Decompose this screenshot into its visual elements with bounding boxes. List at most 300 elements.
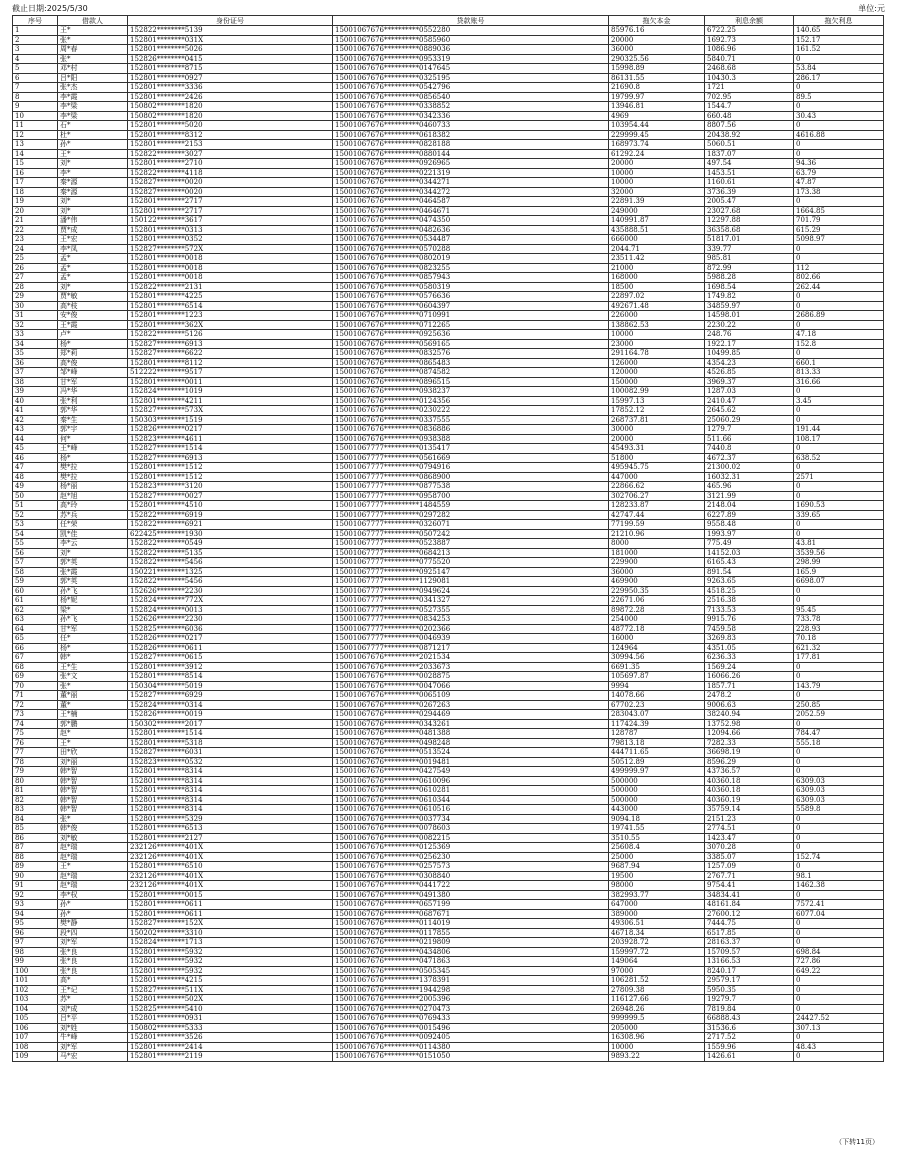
table-cell: 孙*: [58, 909, 128, 919]
table-cell: 985.81: [705, 254, 794, 264]
table-cell: 15001067676**********0542796: [333, 83, 609, 93]
table-cell: 32: [13, 320, 58, 330]
table-cell: 94.36: [794, 159, 884, 169]
table-cell: 6077.04: [794, 909, 884, 919]
table-row: [13, 814, 884, 824]
table-cell: 25000: [609, 852, 705, 862]
table-cell: 13166.53: [705, 957, 794, 967]
table-cell: 0: [794, 586, 884, 596]
table-cell: 152827********511X: [128, 985, 333, 995]
table-cell: 2410.47: [705, 396, 794, 406]
table-row: [13, 995, 884, 1005]
table-cell: 150802********1820: [128, 102, 333, 112]
table-cell: 牛*峰: [58, 1033, 128, 1043]
table-row: [13, 320, 884, 330]
table-cell: 14: [13, 149, 58, 159]
table-cell: 王*: [58, 738, 128, 748]
table-cell: 55: [13, 539, 58, 549]
table-cell: 152827********6031: [128, 748, 333, 758]
table-cell: 262.44: [794, 282, 884, 292]
table-cell: 152827********573X: [128, 406, 333, 416]
table-cell: 石*: [58, 121, 128, 131]
table-cell: 47.87: [794, 178, 884, 188]
table-cell: 65: [13, 634, 58, 644]
table-cell: 0: [794, 520, 884, 530]
table-cell: 91: [13, 881, 58, 891]
table-cell: 40: [13, 396, 58, 406]
table-cell: 5589.8: [794, 805, 884, 815]
table-row: [13, 54, 884, 64]
table-cell: 75: [13, 729, 58, 739]
table-cell: 12094.66: [705, 729, 794, 739]
table-cell: 0: [794, 197, 884, 207]
table-cell: 0: [794, 301, 884, 311]
table-cell: 15001067676**********0505345: [333, 966, 609, 976]
table-cell: 229999.45: [609, 130, 705, 140]
table-cell: 152801********1514: [128, 729, 333, 739]
table-cell: 177.81: [794, 653, 884, 663]
table-cell: 14152.03: [705, 548, 794, 558]
table-cell: 24427.52: [794, 1014, 884, 1024]
table-row: [13, 92, 884, 102]
table-cell: 15001067676**********0078603: [333, 824, 609, 834]
table-cell: 37: [13, 368, 58, 378]
table-cell: 1698.54: [705, 282, 794, 292]
table-cell: 152801********1512: [128, 472, 333, 482]
table-cell: 21300.02: [705, 463, 794, 473]
table-cell: 152801********2717: [128, 206, 333, 216]
table-row: [13, 881, 884, 891]
table-cell: 15001067676**********0114380: [333, 1042, 609, 1052]
table-cell: 47: [13, 463, 58, 473]
table-cell: 152824********0013: [128, 605, 333, 615]
table-cell: 727.86: [794, 957, 884, 967]
table-cell: 30000: [609, 425, 705, 435]
table-cell: 赵*瑞: [58, 881, 128, 891]
table-cell: 15001067777**********0341327: [333, 596, 609, 606]
table-cell: 1279.7: [705, 425, 794, 435]
cutoff-date: 截止日期:2025/5/30: [12, 4, 88, 13]
table-cell: 王*记: [58, 985, 128, 995]
table-cell: 1721: [705, 83, 794, 93]
table-cell: 3.45: [794, 396, 884, 406]
table-cell: 250.85: [794, 700, 884, 710]
table-cell: 14598.01: [705, 311, 794, 321]
table-cell: 高*玲: [58, 501, 128, 511]
table-cell: 李*: [58, 168, 128, 178]
table-cell: 15001067676**********2021534: [333, 653, 609, 663]
table-row: [13, 529, 884, 539]
table-row: [13, 225, 884, 235]
table-cell: 王*: [58, 149, 128, 159]
table-cell: 赵*: [58, 729, 128, 739]
table-cell: 307.13: [794, 1023, 884, 1033]
table-cell: 152801********2717: [128, 197, 333, 207]
table-cell: 30.43: [794, 111, 884, 121]
table-cell: 2767.71: [705, 871, 794, 881]
table-row: [13, 805, 884, 815]
table-cell: 15001067676**********0092405: [333, 1033, 609, 1043]
table-row: [13, 748, 884, 758]
table-cell: 刘*: [58, 282, 128, 292]
table-cell: 9994: [609, 681, 705, 691]
table-cell: 18: [13, 187, 58, 197]
table-cell: 10430.3: [705, 73, 794, 83]
table-cell: 81: [13, 786, 58, 796]
table-cell: 56: [13, 548, 58, 558]
table-cell: 19741.55: [609, 824, 705, 834]
table-row: [13, 1033, 884, 1043]
table-cell: 228.93: [794, 624, 884, 634]
table-cell: 0: [794, 1052, 884, 1062]
table-cell: 382993.77: [609, 890, 705, 900]
table-row: [13, 672, 884, 682]
table-cell: 7572.41: [794, 900, 884, 910]
table-row: [13, 349, 884, 359]
table-cell: 15001067676**********0267263: [333, 700, 609, 710]
table-cell: 105: [13, 1014, 58, 1024]
table-cell: 1257.09: [705, 862, 794, 872]
table-cell: 0: [794, 890, 884, 900]
table-cell: 152801********5026: [128, 45, 333, 55]
table-cell: 152801********3336: [128, 83, 333, 93]
table-cell: 181000: [609, 548, 705, 558]
table-cell: 15001067676**********2033673: [333, 662, 609, 672]
table-cell: 268737.81: [609, 415, 705, 425]
table-cell: 94: [13, 909, 58, 919]
table-cell: 王*: [58, 26, 128, 36]
table-cell: 15001067676**********0114019: [333, 919, 609, 929]
table-cell: 苏*: [58, 995, 128, 1005]
table-cell: 李*云: [58, 539, 128, 549]
table-cell: 甘*军: [58, 377, 128, 387]
table-cell: 1086.96: [705, 45, 794, 55]
table-row: [13, 102, 884, 112]
table-row: [13, 273, 884, 283]
table-cell: 23511.42: [609, 254, 705, 264]
table-cell: 15001067676**********0604397: [333, 301, 609, 311]
table-cell: 389000: [609, 909, 705, 919]
table-cell: 19500: [609, 871, 705, 881]
table-cell: 0: [794, 387, 884, 397]
table-cell: 43: [13, 425, 58, 435]
table-cell: 15001067777**********0523887: [333, 539, 609, 549]
table-cell: 248.76: [705, 330, 794, 340]
table-cell: 15001067676**********0256230: [333, 852, 609, 862]
table-row: [13, 434, 884, 444]
table-row: [13, 909, 884, 919]
table-cell: 492671.48: [609, 301, 705, 311]
table-cell: 刘*: [58, 159, 128, 169]
table-cell: 1837.07: [705, 149, 794, 159]
continued-note: （下转11页）: [835, 1138, 879, 1146]
table-row: [13, 710, 884, 720]
table-cell: 15001067676**********0534487: [333, 235, 609, 245]
table-cell: 152801********2426: [128, 92, 333, 102]
column-header: 身份证号: [128, 16, 333, 26]
table-cell: 152822********6919: [128, 510, 333, 520]
table-cell: 0: [794, 444, 884, 454]
table-cell: 82: [13, 795, 58, 805]
table-cell: 5988.28: [705, 273, 794, 283]
table-cell: 张*: [58, 54, 128, 64]
table-cell: 杨*: [58, 453, 128, 463]
table-cell: 58: [13, 567, 58, 577]
table-cell: 150000: [609, 377, 705, 387]
table-cell: 15001067676**********0769433: [333, 1014, 609, 1024]
table-cell: 8807.56: [705, 121, 794, 131]
table-cell: 1664.85: [794, 206, 884, 216]
table-cell: 40360.18: [705, 776, 794, 786]
table-cell: 152822********5135: [128, 548, 333, 558]
table-cell: 6722.25: [705, 26, 794, 36]
table-row: [13, 197, 884, 207]
table-cell: 152826********0217: [128, 634, 333, 644]
table-cell: 4526.85: [705, 368, 794, 378]
table-cell: 15001067676**********0832576: [333, 349, 609, 359]
table-cell: 152801********6513: [128, 824, 333, 834]
table-row: [13, 1052, 884, 1062]
table-cell: 马*宏: [58, 1052, 128, 1062]
table-cell: 10: [13, 111, 58, 121]
table-cell: 刘*军: [58, 1042, 128, 1052]
table-cell: 555.18: [794, 738, 884, 748]
table-cell: 梁*: [58, 605, 128, 615]
table-cell: 1: [13, 26, 58, 36]
table-cell: 周*春: [58, 45, 128, 55]
table-row: [13, 282, 884, 292]
table-row: [13, 45, 884, 55]
table-cell: 15001067676**********0441722: [333, 881, 609, 891]
table-cell: 152801********4510: [128, 501, 333, 511]
table-cell: 张*良: [58, 947, 128, 957]
table-cell: 0: [794, 83, 884, 93]
table-cell: 12: [13, 130, 58, 140]
table-cell: 9558.48: [705, 520, 794, 530]
table-cell: 15001067676**********0481388: [333, 729, 609, 739]
table-cell: 8000: [609, 539, 705, 549]
table-cell: 孙*: [58, 140, 128, 150]
table-cell: 69: [13, 672, 58, 682]
table-cell: 2230.22: [705, 320, 794, 330]
table-cell: 李*权: [58, 890, 128, 900]
table-cell: 100082.99: [609, 387, 705, 397]
table-cell: 152826********0217: [128, 425, 333, 435]
table-cell: 40360.18: [705, 786, 794, 796]
table-cell: 152827********6913: [128, 339, 333, 349]
table-cell: 韩*智: [58, 786, 128, 796]
table-cell: 15001067676**********0219809: [333, 938, 609, 948]
table-cell: 4518.25: [705, 586, 794, 596]
table-cell: 152827********152X: [128, 919, 333, 929]
table-cell: 30: [13, 301, 58, 311]
table-row: [13, 244, 884, 254]
table-cell: 李*霞: [58, 92, 128, 102]
table-cell: 36698.19: [705, 748, 794, 758]
table-cell: 232126********401X: [128, 843, 333, 853]
table-cell: 15001067676**********1944298: [333, 985, 609, 995]
table-cell: 15001067676**********0570288: [333, 244, 609, 254]
table-cell: 3: [13, 45, 58, 55]
table-cell: 0: [794, 349, 884, 359]
table-cell: 孙*飞: [58, 615, 128, 625]
table-cell: 15001067676**********0857943: [333, 273, 609, 283]
table-cell: 92: [13, 890, 58, 900]
table-cell: 62: [13, 605, 58, 615]
table-cell: 15001067676**********0464671: [333, 206, 609, 216]
table-cell: 150304********5019: [128, 681, 333, 691]
table-cell: 郭*英: [58, 577, 128, 587]
table-cell: 89: [13, 862, 58, 872]
table-row: [13, 187, 884, 197]
table-cell: 1544.7: [705, 102, 794, 112]
table-cell: 王*楠: [58, 710, 128, 720]
table-cell: 7459.58: [705, 624, 794, 634]
table-row: [13, 548, 884, 558]
table-cell: 15001067777**********0507242: [333, 529, 609, 539]
table-cell: 95: [13, 919, 58, 929]
table-cell: 韩*智: [58, 776, 128, 786]
table-cell: 26948.26: [609, 1004, 705, 1014]
table-cell: 29579.17: [705, 976, 794, 986]
table-cell: 10000: [609, 330, 705, 340]
table-cell: 15001067676**********0687671: [333, 909, 609, 919]
table-cell: 赵*瑞: [58, 843, 128, 853]
table-row: [13, 643, 884, 653]
table-cell: 150202********3310: [128, 928, 333, 938]
table-cell: 152827********572X: [128, 244, 333, 254]
table-cell: 15001067676**********0856540: [333, 92, 609, 102]
table-cell: 李*梁: [58, 102, 128, 112]
table-cell: 22671.06: [609, 596, 705, 606]
table-cell: 108.17: [794, 434, 884, 444]
table-cell: 66888.43: [705, 1014, 794, 1024]
table-cell: 152823********3120: [128, 482, 333, 492]
table-cell: 79813.18: [609, 738, 705, 748]
table-cell: 108: [13, 1042, 58, 1052]
table-cell: 郭*英: [58, 558, 128, 568]
table-cell: 9915.76: [705, 615, 794, 625]
table-cell: 郭*鹏: [58, 719, 128, 729]
table-cell: 15001067777**********0949624: [333, 586, 609, 596]
table-cell: 15001067676**********0471863: [333, 957, 609, 967]
table-cell: 68: [13, 662, 58, 672]
table-cell: 高*俊: [58, 358, 128, 368]
table-cell: 290325.56: [609, 54, 705, 64]
table-cell: 165.9: [794, 567, 884, 577]
table-cell: 103954.44: [609, 121, 705, 131]
table-cell: 32000: [609, 187, 705, 197]
table-cell: 15001067676**********0482636: [333, 225, 609, 235]
table-row: [13, 767, 884, 777]
table-cell: 11: [13, 121, 58, 131]
table-row: [13, 482, 884, 492]
table-row: [13, 558, 884, 568]
table-cell: 152822********4118: [128, 168, 333, 178]
column-header: 序号: [13, 16, 58, 26]
table-cell: 435888.51: [609, 225, 705, 235]
table-cell: 150302********2017: [128, 719, 333, 729]
table-cell: 4969: [609, 111, 705, 121]
table-cell: 102: [13, 985, 58, 995]
table-cell: 152827********0027: [128, 491, 333, 501]
table-cell: 韩*俊: [58, 824, 128, 834]
table-cell: 高*枝: [58, 301, 128, 311]
table-cell: 15001067777**********0868900: [333, 472, 609, 482]
table-cell: 48161.84: [705, 900, 794, 910]
table-cell: 0: [794, 102, 884, 112]
table-cell: 42: [13, 415, 58, 425]
table-cell: 701.79: [794, 216, 884, 226]
table-cell: 0: [794, 995, 884, 1005]
overdue-loans-table: [12, 15, 884, 1062]
table-row: [13, 491, 884, 501]
table-cell: 15001067676**********0498248: [333, 738, 609, 748]
table-cell: 卢*: [58, 330, 128, 340]
table-row: [13, 1004, 884, 1014]
table-cell: 0: [794, 928, 884, 938]
table-cell: 152626********2230: [128, 615, 333, 625]
table-cell: 150303********1519: [128, 415, 333, 425]
table-cell: 152801********2153: [128, 140, 333, 150]
table-cell: 93: [13, 900, 58, 910]
table-cell: 152822********6921: [128, 520, 333, 530]
table-cell: 152801********2414: [128, 1042, 333, 1052]
table-cell: 152801********0011: [128, 377, 333, 387]
table-cell: 152.74: [794, 852, 884, 862]
table-cell: 贾*敏: [58, 292, 128, 302]
table-cell: 152801********8314: [128, 786, 333, 796]
table-cell: 126000: [609, 358, 705, 368]
table-cell: 31536.6: [705, 1023, 794, 1033]
table-cell: 53: [13, 520, 58, 530]
table-cell: 15001067676**********0802019: [333, 254, 609, 264]
table-cell: 99: [13, 957, 58, 967]
table-cell: 733.78: [794, 615, 884, 625]
table-cell: 15001067676**********0434806: [333, 947, 609, 957]
table-row: [13, 140, 884, 150]
table-cell: 16066.26: [705, 672, 794, 682]
table-cell: 2516.38: [705, 596, 794, 606]
table-cell: 57: [13, 558, 58, 568]
table-cell: 21210.96: [609, 529, 705, 539]
table-cell: 447000: [609, 472, 705, 482]
table-cell: 152801********4225: [128, 292, 333, 302]
table-cell: 0: [794, 121, 884, 131]
table-cell: 39: [13, 387, 58, 397]
table-cell: 152801********031X: [128, 35, 333, 45]
table-cell: 152801********3912: [128, 662, 333, 672]
table-cell: 85: [13, 824, 58, 834]
table-cell: 152801********5932: [128, 957, 333, 967]
table-cell: 0: [794, 149, 884, 159]
table-cell: 韩*智: [58, 767, 128, 777]
table-cell: 254000: [609, 615, 705, 625]
table-cell: 698.84: [794, 947, 884, 957]
table-cell: 70.18: [794, 634, 884, 644]
table-cell: 秦*源: [58, 187, 128, 197]
table-row: [13, 824, 884, 834]
table-cell: 88: [13, 852, 58, 862]
table-cell: 152801********0611: [128, 909, 333, 919]
table-cell: 86131.55: [609, 73, 705, 83]
table-cell: 52: [13, 510, 58, 520]
table-cell: 50512.89: [609, 757, 705, 767]
table-cell: 291164.78: [609, 349, 705, 359]
table-row: [13, 605, 884, 615]
table-cell: 205000: [609, 1023, 705, 1033]
table-cell: 1690.53: [794, 501, 884, 511]
